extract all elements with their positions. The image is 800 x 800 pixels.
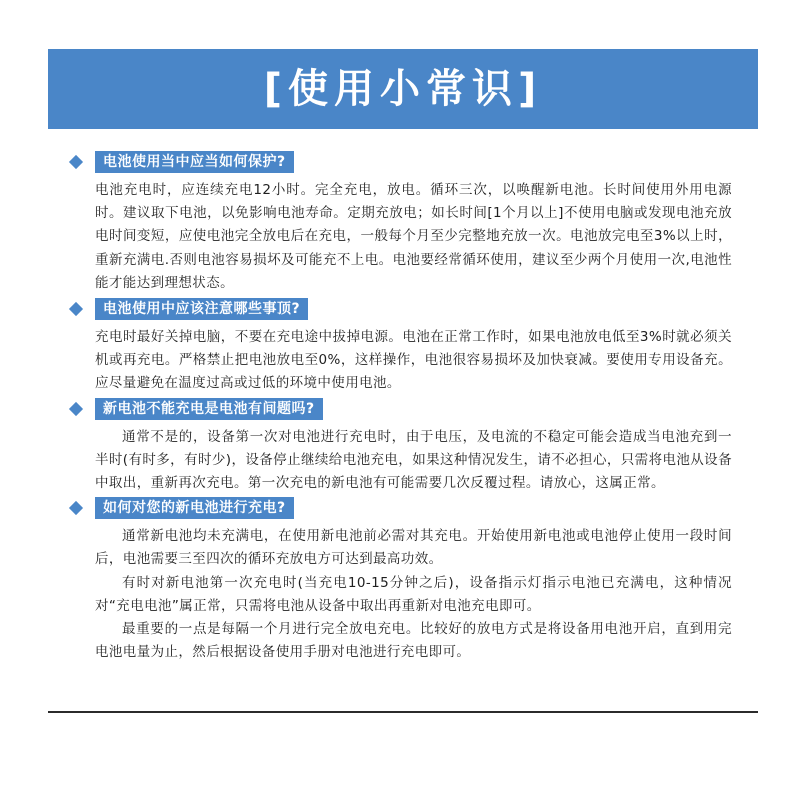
section-heading: 如何对您的新电池进行充电? — [95, 497, 294, 519]
section-heading-row — [66, 150, 732, 174]
section-heading-row — [66, 397, 732, 421]
bottom-divider — [48, 711, 758, 713]
section-usage-notes — [66, 297, 732, 396]
title-banner — [48, 49, 758, 129]
section-paragraph: 电池充电时，应连续充电12小时。完全充电，放电。循环三次，以唤醒新电池。长时间使用外用电源时。建议取下电池，以免影响电池寿命。定期充放电；如长时间[1个月以上]不使用电脑或发现电池充放电时间变短，应使电池完全放电后在充电，一般每个月至少完整地充放一次。电池放完电至3%以上时，重新充满电.否则电池容易损坏及可能充不上电。电池要经常循环使用，建议至少两个月使用一次,电池性能才能达到理想状态。 — [95, 182, 732, 291]
page-title: [使用小常识] — [263, 66, 543, 112]
section-heading: 电池使用当中应当如何保护? — [95, 151, 294, 173]
section-paragraph: 有时对新电池第一次充电时(当充电10-15分钟之后)，设备指示灯指示电池已充满电，这种情况对“充电电池”属正常，只需将电池从设备中取出再重新对电池充电即可。 — [95, 574, 732, 614]
diamond-bullet-icon — [68, 501, 83, 516]
section-paragraph: 最重要的一点是每隔一个月进行完全放电充电。比较好的放电方式是将设备用电池开启，直到用完电池电量为止，然后根据设备使用手册对电池进行充电即可。 — [95, 621, 732, 661]
section-paragraph: 充电时最好关掉电脑，不要在充电途中拔掉电源。电池在正常工作时，如果电池放电低至3%时就必须关机或再充电。严格禁止把电池放电至0%，这样操作，电池很容易损坏及加快衰减。要使用专用设备充。应尽量避免在温度过高或过低的环境中使用电池。 — [95, 329, 732, 392]
section-paragraph: 通常新电池均未充满电，在使用新电池前必需对其充电。开始使用新电池或电池停止使用一段时间后，电池需要三至四次的循环充放电方可达到最高功效。 — [95, 528, 732, 568]
section-charging-issue — [66, 397, 732, 496]
section-heading: 电池使用中应该注意哪些事顶? — [95, 298, 308, 320]
diamond-bullet-icon — [68, 401, 83, 416]
section-paragraph: 通常不是的，设备第一次对电池进行充电时，由于电压，及电流的不稳定可能会造成当电池充到一半时(有时多，有时少)，设备停止继续给电池充电，如果这种情况发生，请不必担心，只需将电池从设备中取出，重新再次充电。第一次充电的新电池有可能需要几次反覆过程。请放心，这属正常。 — [95, 428, 732, 492]
section-heading: 新电池不能充电是电池有间题吗? — [95, 398, 323, 420]
section-heading-row — [66, 496, 732, 520]
diamond-bullet-icon — [68, 302, 83, 317]
section-new-battery-charging — [66, 496, 732, 664]
section-battery-protection — [66, 150, 732, 295]
section-heading-row — [66, 297, 732, 321]
diamond-bullet-icon — [68, 155, 83, 170]
content-area — [66, 150, 732, 664]
